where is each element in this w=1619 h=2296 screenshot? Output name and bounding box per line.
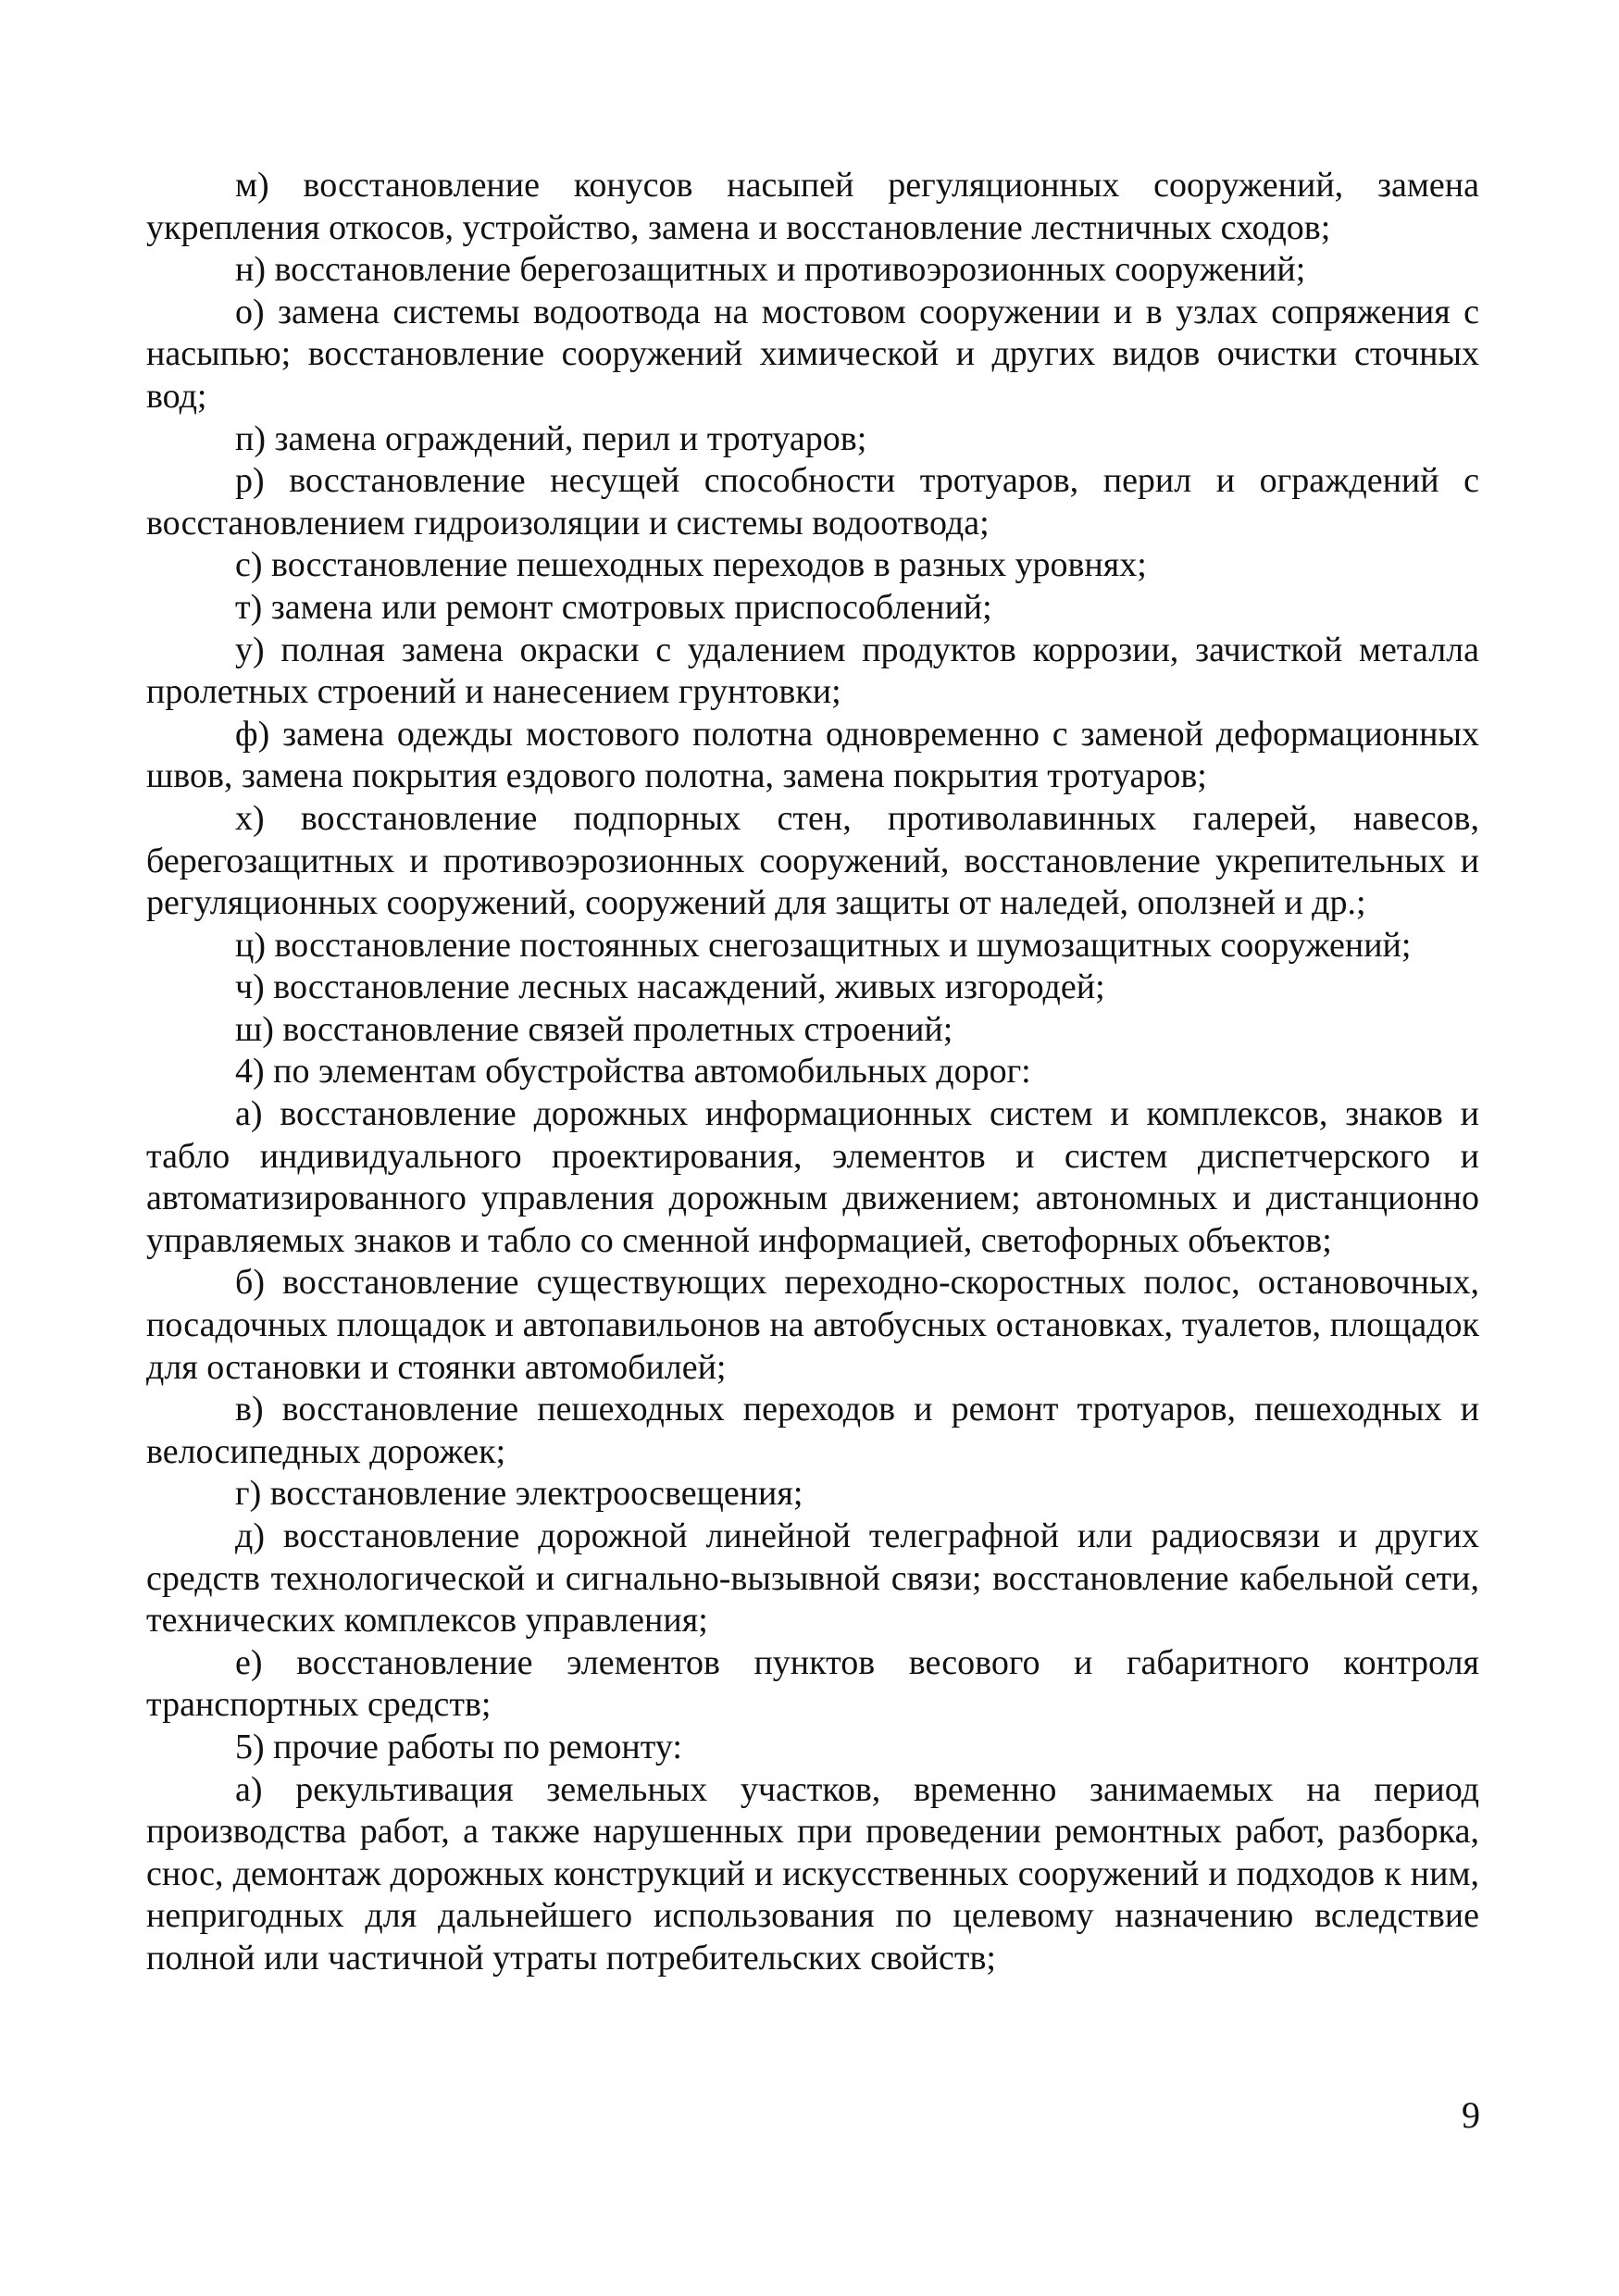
paragraph-4e: е) восстановление элементов пунктов весового и габаритного контроля транспортных средств; [146,1642,1479,1725]
paragraph-sh: ш) восстановление связей пролетных строений; [235,1009,953,1049]
paragraph-o: о) замена системы водоотвода на мостовом сооружении и в узлах сопряжения с насыпью; восстановление сооружений химической и других видов очистки сточных вод; [146,292,1479,416]
paragraph-ts: ц) восстановление постоянных снегозащитных и шумозащитных сооружений; [235,925,1412,965]
paragraph-4d: д) восстановление дорожной линейной телеграфной или радиосвязи и других средств технологической и сигнально-вызывной связи; восстановление кабельной сети, технических комплексов управления; [146,1516,1479,1641]
document-body [146,165,1479,1980]
paragraph-ch: ч) восстановление лесных насаждений, живых изгородей; [235,967,1105,1007]
paragraph-4a: а) восстановление дорожных информационных систем и комплексов, знаков и табло индивидуального проектирования, элементов и систем диспетчерского и автоматизированного управления дорожным движением; автономных и дистанционно управляемых знаков и табло со сменной информацией, светофорных объектов; [146,1094,1479,1260]
paragraph-5a: а) рекультивация земельных участков, временно занимаемых на период производства работ, а также нарушенных при проведении ремонтных работ, разборка, снос, демонтаж дорожных конструкций и искусственных сооружений и подходов к ним, непригодных для дальнейшего использования по целевому назначению вследствие полной или частичной утраты потребительских свойств; [146,1769,1479,1978]
paragraph-n: н) восстановление берегозащитных и противоэрозионных сооружений; [235,250,1306,290]
paragraph-m: м) восстановление конусов насыпей регуляционных сооружений, замена укрепления откосов, устройство, замена и восстановление лестничных сходов; [146,166,1479,247]
paragraph-s: с) восстановление пешеходных переходов в разных уровнях; [235,545,1147,585]
section-heading-4: 4) по элементам обустройства автомобильных дорог: [235,1052,1031,1092]
paragraph-t: т) замена или ремонт смотровых приспособлений; [235,587,992,627]
section-heading-5: 5) прочие работы по ремонту: [235,1727,682,1766]
paragraph-p: п) замена ограждений, перил и тротуаров; [235,418,867,458]
paragraph-4g: г) восстановление электроосвещения; [235,1474,803,1514]
paragraph-r: р) восстановление несущей способности тротуаров, перил и ограждений с восстановлением гидроизоляции и системы водоотвода; [146,461,1479,543]
paragraph-kh: х) восстановление подпорных стен, противолавинных галерей, навесов, берегозащитных и противоэрозионных сооружений, восстановление укрепительных и регуляционных сооружений, сооружений для защиты от наледей, оползней и др.; [146,798,1479,923]
paragraph-4v: в) восстановление пешеходных переходов и ремонт тротуаров, пешеходных и велосипедных дорожек; [146,1390,1479,1471]
paragraph-4b: б) восстановление существующих переходно-скоростных полос, остановочных, посадочных площадок и автопавильонов на автобусных остановках, туалетов, площадок для остановки и стоянки автомобилей; [146,1263,1479,1387]
paragraph-u: у) полная замена окраски с удалением продуктов коррозии, зачисткой металла пролетных строений и нанесением грунтовки; [146,630,1479,712]
page-number: 9 [1462,2094,1480,2136]
paragraph-f: ф) замена одежды мостового полотна одновременно с заменой деформационных швов, замена покрытия ездового полотна, замена покрытия тротуаров; [146,714,1479,796]
